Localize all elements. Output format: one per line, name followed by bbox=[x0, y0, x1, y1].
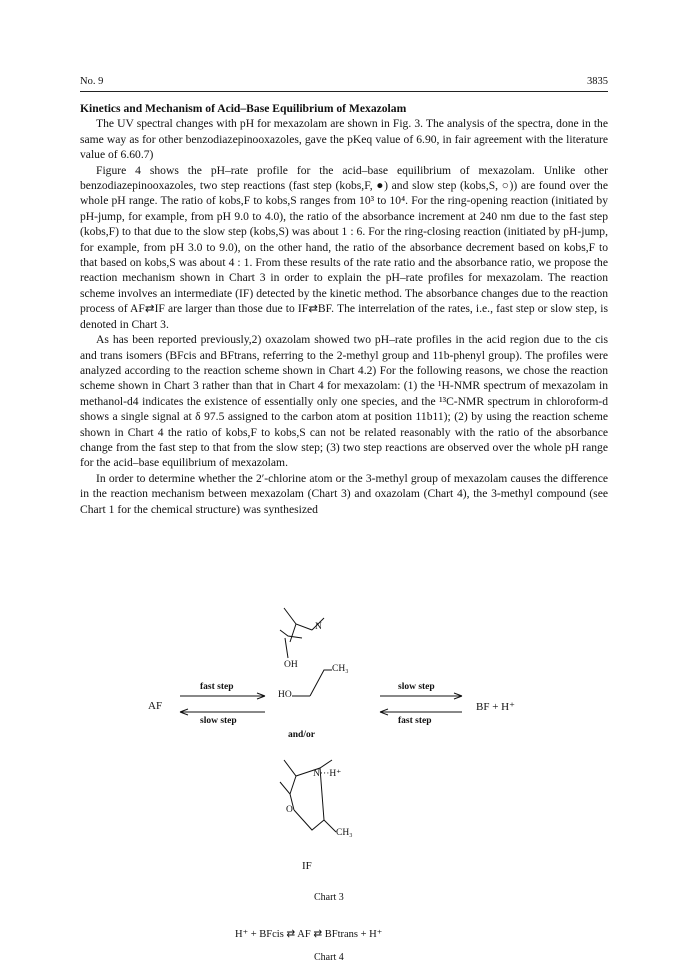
fast-step-label-right: fast step bbox=[398, 716, 432, 726]
intermediate-label: IF bbox=[302, 860, 312, 872]
protonated-nitrogen-label: N···H⁺ bbox=[313, 769, 342, 779]
methyl-label-top: CH₃ bbox=[332, 664, 349, 674]
fast-step-label-left: fast step bbox=[200, 682, 234, 692]
methyl-label-bottom: CH₃ bbox=[336, 828, 353, 838]
oxygen-label: O bbox=[286, 805, 293, 815]
hydroxyl-label: OH bbox=[284, 660, 298, 670]
slow-step-label-right: slow step bbox=[398, 682, 435, 692]
upper-c-n bbox=[280, 630, 302, 638]
header-rule bbox=[80, 91, 608, 92]
body-text bbox=[80, 101, 608, 517]
upper-ring-bond-2 bbox=[290, 624, 296, 642]
nitrogen-label: N bbox=[315, 622, 322, 632]
running-header bbox=[80, 76, 608, 90]
oxazolidine-ring-bottom bbox=[294, 810, 324, 830]
paragraph-1: The UV spectral changes with pH for mexazolam are shown in Fig. 3. The analysis of the spectra, done in the same way as for other benzodiazepinooxazoles, gave the pKeq value of 6.90, in fair agreement with the literature value of 6.60.7) bbox=[80, 117, 608, 162]
paragraph-2: Figure 4 shows the pH–rate profile for the acid–base equilibrium of mexazolam. Unlike other benzodiazepinooxazoles, two step reactions (fast step (kobs,F, ●) and slow step (kobs,S, ○)) are found over the whole pH range. The ratio of kobs,F to kobs,S ranges from 10³ to 10⁴. For the ring-opening reaction (initiated by pH-jump, for example, from pH 9.0 to 4.0), the ratio of the absorbance increment at 240 nm due to the fast step (kobs,F) to that due to the slow step (kobs,S) was about 1 : 6. For the ring-closing reaction (initiated by pH-jump, for example, from pH 3.0 to 9.0), on the other hand, the ratio of the absorbance decrement based on kobs,F to that based on kobs,S was about 4 : 1. From these results of the rate ratio and the absorbance ratio, we propose the reaction mechanism shown in Chart 3 in order to explain the pH–rate profiles for mexazolam. The reaction scheme involves an intermediate (IF) detected by the kinetic method. The absorbance changes due to the reaction process of AF⇄IF are larger than those due to IF⇄BF. The interrelation of the rates, i.e., fast step or slow step, is denoted in Chart 3. bbox=[80, 163, 608, 331]
upper-ring-bond bbox=[284, 608, 312, 630]
chart-3-caption: Chart 3 bbox=[314, 892, 344, 903]
chart-4-caption: Chart 4 bbox=[314, 952, 344, 963]
ho-label: HO bbox=[278, 690, 292, 700]
species-bf: BF + H⁺ bbox=[476, 701, 515, 713]
slow-step-label-left: slow step bbox=[200, 716, 237, 726]
paragraph-4: In order to determine whether the 2′-chlorine atom or the 3-methyl group of mexazolam causes the difference in the reaction mechanism between mexazolam (Chart 3) and oxazolam (Chart 4), the 3-methyl compound (see Chart 1 for the chemical structure) was synthesized bbox=[80, 471, 608, 516]
issue-number: No. 9 bbox=[80, 76, 104, 87]
section-title: Kinetics and Mechanism of Acid–Base Equilibrium of Mexazolam bbox=[80, 102, 407, 115]
paragraph-3: As has been reported previously,2) oxazolam showed two pH–rate profiles in the acid region due to the cis and trans isomers (BFcis and BFtrans, referring to the 2-methyl group and 11b-phenyl group). The profiles were analyzed according to the reaction scheme shown in Chart 4.2) For the following reasons, we chose the reaction scheme shown in Chart 3 rather than that in Chart 4 for mexazolam: (1) the ¹H-NMR spectrum of mexazolam in methanol-d4 indicates the existence of essentially only one species, and the ¹³C-NMR spectrum in chloroform-d shows a single signal at δ 97.5 assigned to the carbon atom at position 11b11); (2) by using the reaction scheme shown in Chart 4 the ratio of kobs,F to kobs,S can not be related reasonably with the ratio of the absorbance change from the fast step to that from the slow step; (3) two step reactions are observed over the whole pH range for the acid–base equilibrium of mexazolam. bbox=[80, 333, 608, 470]
page-number: 3835 bbox=[587, 76, 608, 87]
and-or-label: and/or bbox=[288, 730, 315, 740]
chart-4-equation: H⁺ + BFcis ⇄ AF ⇄ BFtrans + H⁺ bbox=[235, 929, 383, 940]
ch3-bond-top bbox=[310, 670, 332, 696]
lower-ring-down bbox=[290, 776, 296, 794]
c-oh-bond bbox=[285, 638, 288, 658]
scheme-drawing bbox=[80, 600, 608, 970]
ch3-bond-bottom bbox=[324, 820, 336, 832]
species-af: AF bbox=[148, 700, 163, 712]
reaction-scheme-figure bbox=[80, 600, 608, 970]
